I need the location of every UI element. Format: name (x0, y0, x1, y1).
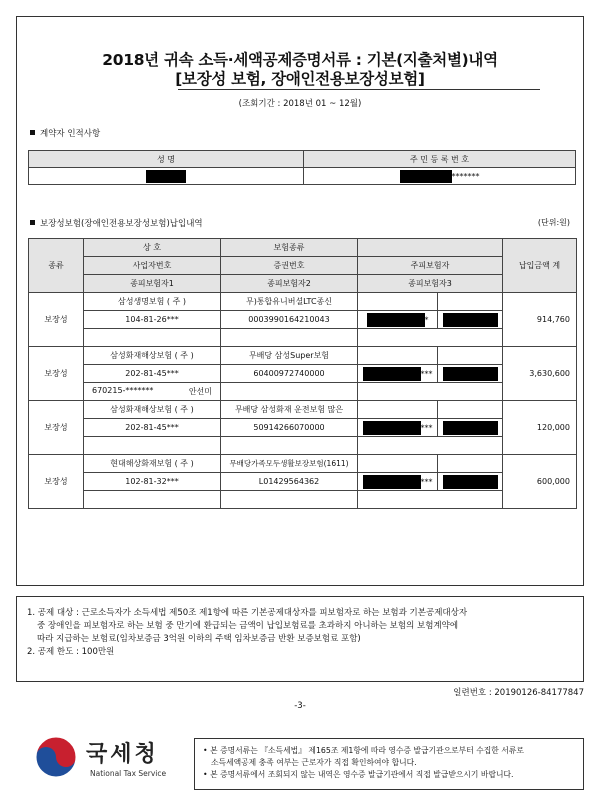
header-amount: 납입금액 계 (503, 239, 577, 293)
header-sub3: 종피보험자3 (358, 275, 503, 293)
redaction-block (443, 367, 498, 381)
footer-notice (194, 738, 584, 790)
page-title: 2018년 귀속 소득·세액공제증명서류 : 기본(지출처별)내역 (102, 51, 498, 69)
redaction-block (400, 170, 452, 183)
bullet-square-icon (30, 220, 35, 225)
header-rrn: 주 민 등 록 번 호 (304, 151, 576, 168)
header-policyno: 증권번호 (221, 257, 358, 275)
row-company: 현대해상화재보험 ( 주 ) (84, 455, 221, 473)
redaction-block (363, 421, 421, 435)
unit-label: (단위:원) (537, 218, 570, 227)
redaction-block (363, 367, 421, 381)
row-policyno: 50914266070000 (221, 419, 358, 437)
row-amount: 600,000 (503, 455, 577, 509)
note-line: 따라 지급하는 보험료(임차보증금 3억원 이하의 주택 임차보증금 반환 보증보험료 포함) (37, 634, 361, 644)
row-product: 무배당 삼성화재 운전보험 많은 (221, 401, 358, 419)
row-bizno: 104-81-26*** (84, 311, 221, 329)
row-type: 보장성 (29, 401, 84, 455)
footer-line: • 본 증명서류에서 조회되지 않는 내역은 영수증 발급기관에서 직접 발급받으시기 바랍니다. (203, 770, 514, 779)
row-company: 삼성화재해상보험 ( 주 ) (84, 347, 221, 365)
row-company: 삼성화재해상보험 ( 주 ) (84, 401, 221, 419)
header-blank (358, 239, 503, 257)
header-product: 보험종류 (221, 239, 358, 257)
header-sub2: 종피보험자2 (221, 275, 358, 293)
row-sub1: 670215-******* 안선미 (84, 383, 221, 401)
query-period: (조회기간 : 2018년 01 ~ 12월) (238, 99, 362, 109)
redaction-block (146, 170, 186, 183)
row-amount: 120,000 (503, 401, 577, 455)
section-contractor (30, 127, 100, 139)
row-product: 무배당가족모두생활보장보험(1611) (221, 455, 358, 473)
section-contractor-title: 계약자 인적사항 (40, 129, 101, 139)
row-bizno: 202-81-45*** (84, 419, 221, 437)
row-insured-name (438, 311, 503, 329)
header-main-insured: 주피보험자 (358, 257, 503, 275)
row-amount: 914,760 (503, 293, 577, 347)
nts-logo (32, 733, 182, 787)
row-type: 보장성 (29, 347, 84, 401)
title-underline (178, 89, 540, 90)
note-line: 1. 공제 대상 : 근로소득자가 소득세법 제50조 제1항에 따른 기본공제대상자를 피보험자로 하는 보험과 기본공제대상자 (27, 608, 468, 618)
footer-line: • 본 증명서류는 『소득세법』 제165조 제1항에 따라 영수증 발급기관으로부터 수집한 서류로 (203, 746, 524, 755)
header-company: 상 호 (84, 239, 221, 257)
header-sub1: 종피보험자1 (84, 275, 221, 293)
row-main-insured: *** (358, 419, 438, 437)
redaction-block (443, 475, 498, 489)
contractor-rrn: ******* (304, 168, 576, 185)
contractor-name (29, 168, 304, 185)
redaction-block (443, 313, 498, 327)
row-bizno: 202-81-45*** (84, 365, 221, 383)
row-main-insured: * (358, 311, 438, 329)
taegeuk-icon (34, 735, 78, 779)
row-policyno: 0003990164210043 (221, 311, 358, 329)
logo-text: 국세청 (86, 742, 159, 767)
page-subtitle: [보장성 보험, 장애인전용보장성보험] (175, 70, 425, 88)
row-type: 보장성 (29, 293, 84, 347)
notes-box (16, 596, 584, 682)
contractor-table (28, 150, 576, 185)
redaction-block (363, 475, 421, 489)
row-policyno: L01429564362 (221, 473, 358, 491)
row-bizno: 102-81-32*** (84, 473, 221, 491)
footer-line: 소득세액공제 충족 여부는 근로자가 직접 확인하여야 합니다. (211, 758, 417, 767)
page-number: -3- (294, 701, 306, 711)
bullet-square-icon (30, 130, 35, 135)
header-name: 성 명 (29, 151, 304, 168)
row-amount: 3,630,600 (503, 347, 577, 401)
row-product: 무)통합유니버셜LTC종신 (221, 293, 358, 311)
section-premiums-title: 보장성보험(장애인전용보장성보험)납입내역 (40, 219, 203, 229)
header-type: 종류 (29, 239, 84, 293)
row-main-insured: *** (358, 473, 438, 491)
row-insured-name (438, 473, 503, 491)
row-insured-name (438, 419, 503, 437)
serial-number: 일련번호 : 20190126-84177847 (453, 688, 584, 698)
premium-table (28, 238, 577, 509)
note-line: 2. 공제 한도 : 100만원 (27, 647, 115, 657)
row-policyno: 60400972740000 (221, 365, 358, 383)
row-main-insured: *** (358, 365, 438, 383)
row-type: 보장성 (29, 455, 84, 509)
section-premiums (30, 217, 203, 229)
redaction-block (367, 313, 425, 327)
row-product: 무배당 삼성Super보험 (221, 347, 358, 365)
row-company: 삼성생명보험 ( 주 ) (84, 293, 221, 311)
note-line: 중 장애인을 피보험자로 하는 보험 중 만기에 환급되는 금액이 납입보험료를 초과하지 아니하는 보험의 보험계약에 (37, 621, 459, 631)
logo-subtext: National Tax Service (90, 769, 167, 778)
redaction-block (443, 421, 498, 435)
header-bizno: 사업자번호 (84, 257, 221, 275)
row-insured-name (438, 365, 503, 383)
